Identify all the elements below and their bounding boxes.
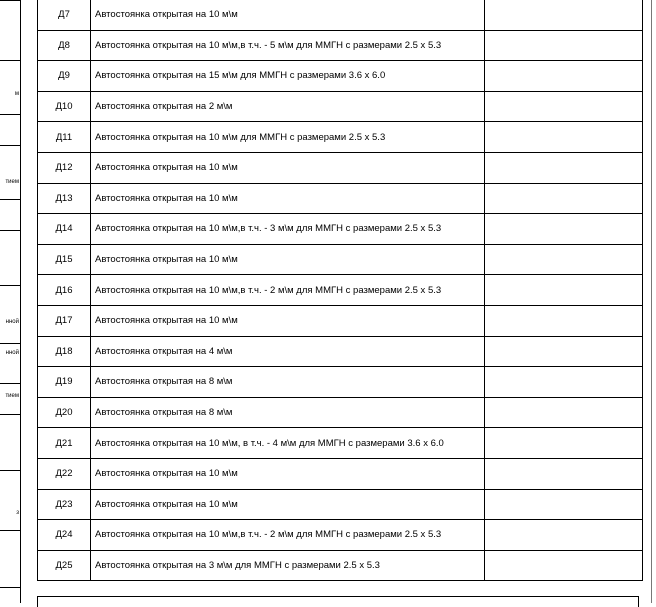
- parking-description-cell: Автостоянка открытая на 4 м\м: [91, 336, 485, 367]
- empty-notes-cell: [485, 305, 643, 336]
- table-row: [38, 458, 643, 489]
- table-row: [38, 30, 643, 61]
- left-fragment: нной: [5, 319, 19, 325]
- parking-code-cell: Д18: [38, 336, 91, 367]
- left-cell: [0, 285, 20, 325]
- parking-description-cell: Автостоянка открытая на 8 м\м: [91, 397, 485, 428]
- empty-notes-cell: [485, 30, 643, 61]
- parking-description-cell: Автостоянка открытая на 10 м\м,в т.ч. - 5 м\м для ММГН с размерами 2.5 х 5.3: [91, 30, 485, 61]
- parking-code-cell: Д15: [38, 244, 91, 275]
- parking-code-cell: Д16: [38, 275, 91, 306]
- left-cell: [0, 199, 20, 228]
- parking-lots-table: [37, 0, 643, 581]
- left-cell: [0, 60, 20, 97]
- table-row: [38, 397, 643, 428]
- parking-code-cell: Д23: [38, 489, 91, 520]
- empty-notes-cell: [485, 397, 643, 428]
- empty-notes-cell: [485, 152, 643, 183]
- left-cell: [0, 383, 20, 412]
- table-row: [38, 91, 643, 122]
- parking-description-cell: Автостоянка открытая на 10 м\м,в т.ч. - 3 м\м для ММГН с размерами 2.5 х 5.3: [91, 214, 485, 245]
- empty-notes-cell: [485, 214, 643, 245]
- empty-notes-cell: [485, 489, 643, 520]
- parking-code-cell: Д17: [38, 305, 91, 336]
- left-adjacent-column: [0, 0, 21, 603]
- left-cell: [0, 470, 20, 516]
- parking-description-cell: Автостоянка открытая на 3 м\м для ММГН с размерами 2.5 х 5.3: [91, 550, 485, 581]
- table-row: [38, 244, 643, 275]
- empty-notes-cell: [485, 91, 643, 122]
- empty-notes-cell: [485, 183, 643, 214]
- parking-code-cell: Д25: [38, 550, 91, 581]
- parking-description-cell: Автостоянка открытая на 10 м\м: [91, 152, 485, 183]
- empty-notes-cell: [485, 336, 643, 367]
- table-row: [38, 214, 643, 245]
- empty-notes-cell: [485, 0, 643, 30]
- parking-description-cell: Автостоянка открытая на 10 м\м: [91, 183, 485, 214]
- empty-notes-cell: [485, 61, 643, 92]
- parking-description-cell: Автостоянка открытая на 10 м\м: [91, 458, 485, 489]
- left-fragment: м: [14, 91, 19, 97]
- parking-description-cell: Автостоянка открытая на 10 м\м: [91, 305, 485, 336]
- left-fragment: нной: [5, 350, 19, 356]
- empty-notes-cell: [485, 428, 643, 459]
- left-cell: [0, 343, 20, 372]
- table-row: [38, 489, 643, 520]
- parking-description-cell: Автостоянка открытая на 10 м\м: [91, 0, 485, 30]
- empty-notes-cell: [485, 275, 643, 306]
- parking-code-cell: Д14: [38, 214, 91, 245]
- table-row: [38, 520, 643, 551]
- table-row: [38, 367, 643, 398]
- left-cell: [0, 530, 20, 559]
- empty-notes-cell: [485, 550, 643, 581]
- parking-code-cell: Д8: [38, 30, 91, 61]
- table-row: [38, 0, 643, 30]
- parking-description-cell: Автостоянка открытая на 10 м\м: [91, 489, 485, 520]
- parking-description-cell: Автостоянка открытая на 15 м\м для ММГН с размерами 3.6 х 6.0: [91, 61, 485, 92]
- table-row: [38, 336, 643, 367]
- parking-code-cell: Д24: [38, 520, 91, 551]
- table-row: [38, 183, 643, 214]
- parking-code-cell: Д7: [38, 0, 91, 30]
- parking-description-cell: Автостоянка открытая на 10 м\м, в т.ч. - 4 м\м для ММГН с размерами 3.6 х 6.0: [91, 428, 485, 459]
- parking-code-cell: Д13: [38, 183, 91, 214]
- left-cell: [0, 0, 20, 31]
- parking-code-cell: Д9: [38, 61, 91, 92]
- parking-description-cell: Автостоянка открытая на 2 м\м: [91, 91, 485, 122]
- left-cell: [0, 114, 20, 143]
- parking-code-cell: Д12: [38, 152, 91, 183]
- table-row: [38, 428, 643, 459]
- left-cell: [0, 587, 20, 604]
- empty-notes-cell: [485, 458, 643, 489]
- parking-code-cell: Д22: [38, 458, 91, 489]
- empty-notes-cell: [485, 520, 643, 551]
- table-row: [38, 122, 643, 153]
- left-cell: [0, 230, 20, 259]
- table-row: [38, 152, 643, 183]
- parking-description-cell: Автостоянка открытая на 10 м\м: [91, 244, 485, 275]
- parking-code-cell: Д19: [38, 367, 91, 398]
- left-fragment: тием: [5, 179, 19, 185]
- left-fragment: тием: [5, 393, 19, 399]
- empty-notes-cell: [485, 367, 643, 398]
- left-cell: [0, 145, 20, 185]
- parking-code-cell: Д11: [38, 122, 91, 153]
- page-right-edge: [651, 0, 652, 603]
- table-row: [38, 61, 643, 92]
- parking-description-cell: Автостоянка открытая на 10 м\м,в т.ч. - 2 м\м для ММГН с размерами 2.5 х 5.3: [91, 275, 485, 306]
- parking-description-cell: Автостоянка открытая на 10 м\м для ММГН с размерами 2.5 х 5.3: [91, 122, 485, 153]
- next-table-top-border: [37, 596, 639, 607]
- parking-code-cell: Д21: [38, 428, 91, 459]
- table-row: [38, 305, 643, 336]
- parking-code-cell: Д20: [38, 397, 91, 428]
- left-cell: [0, 414, 20, 443]
- table-row: [38, 550, 643, 581]
- parking-description-cell: Автостоянка открытая на 10 м\м,в т.ч. - 2 м\м для ММГН с размерами 2.5 х 5.3: [91, 520, 485, 551]
- parking-description-cell: Автостоянка открытая на 8 м\м: [91, 367, 485, 398]
- empty-notes-cell: [485, 244, 643, 275]
- empty-notes-cell: [485, 122, 643, 153]
- left-fragment: з: [16, 510, 19, 516]
- table-row: [38, 275, 643, 306]
- parking-code-cell: Д10: [38, 91, 91, 122]
